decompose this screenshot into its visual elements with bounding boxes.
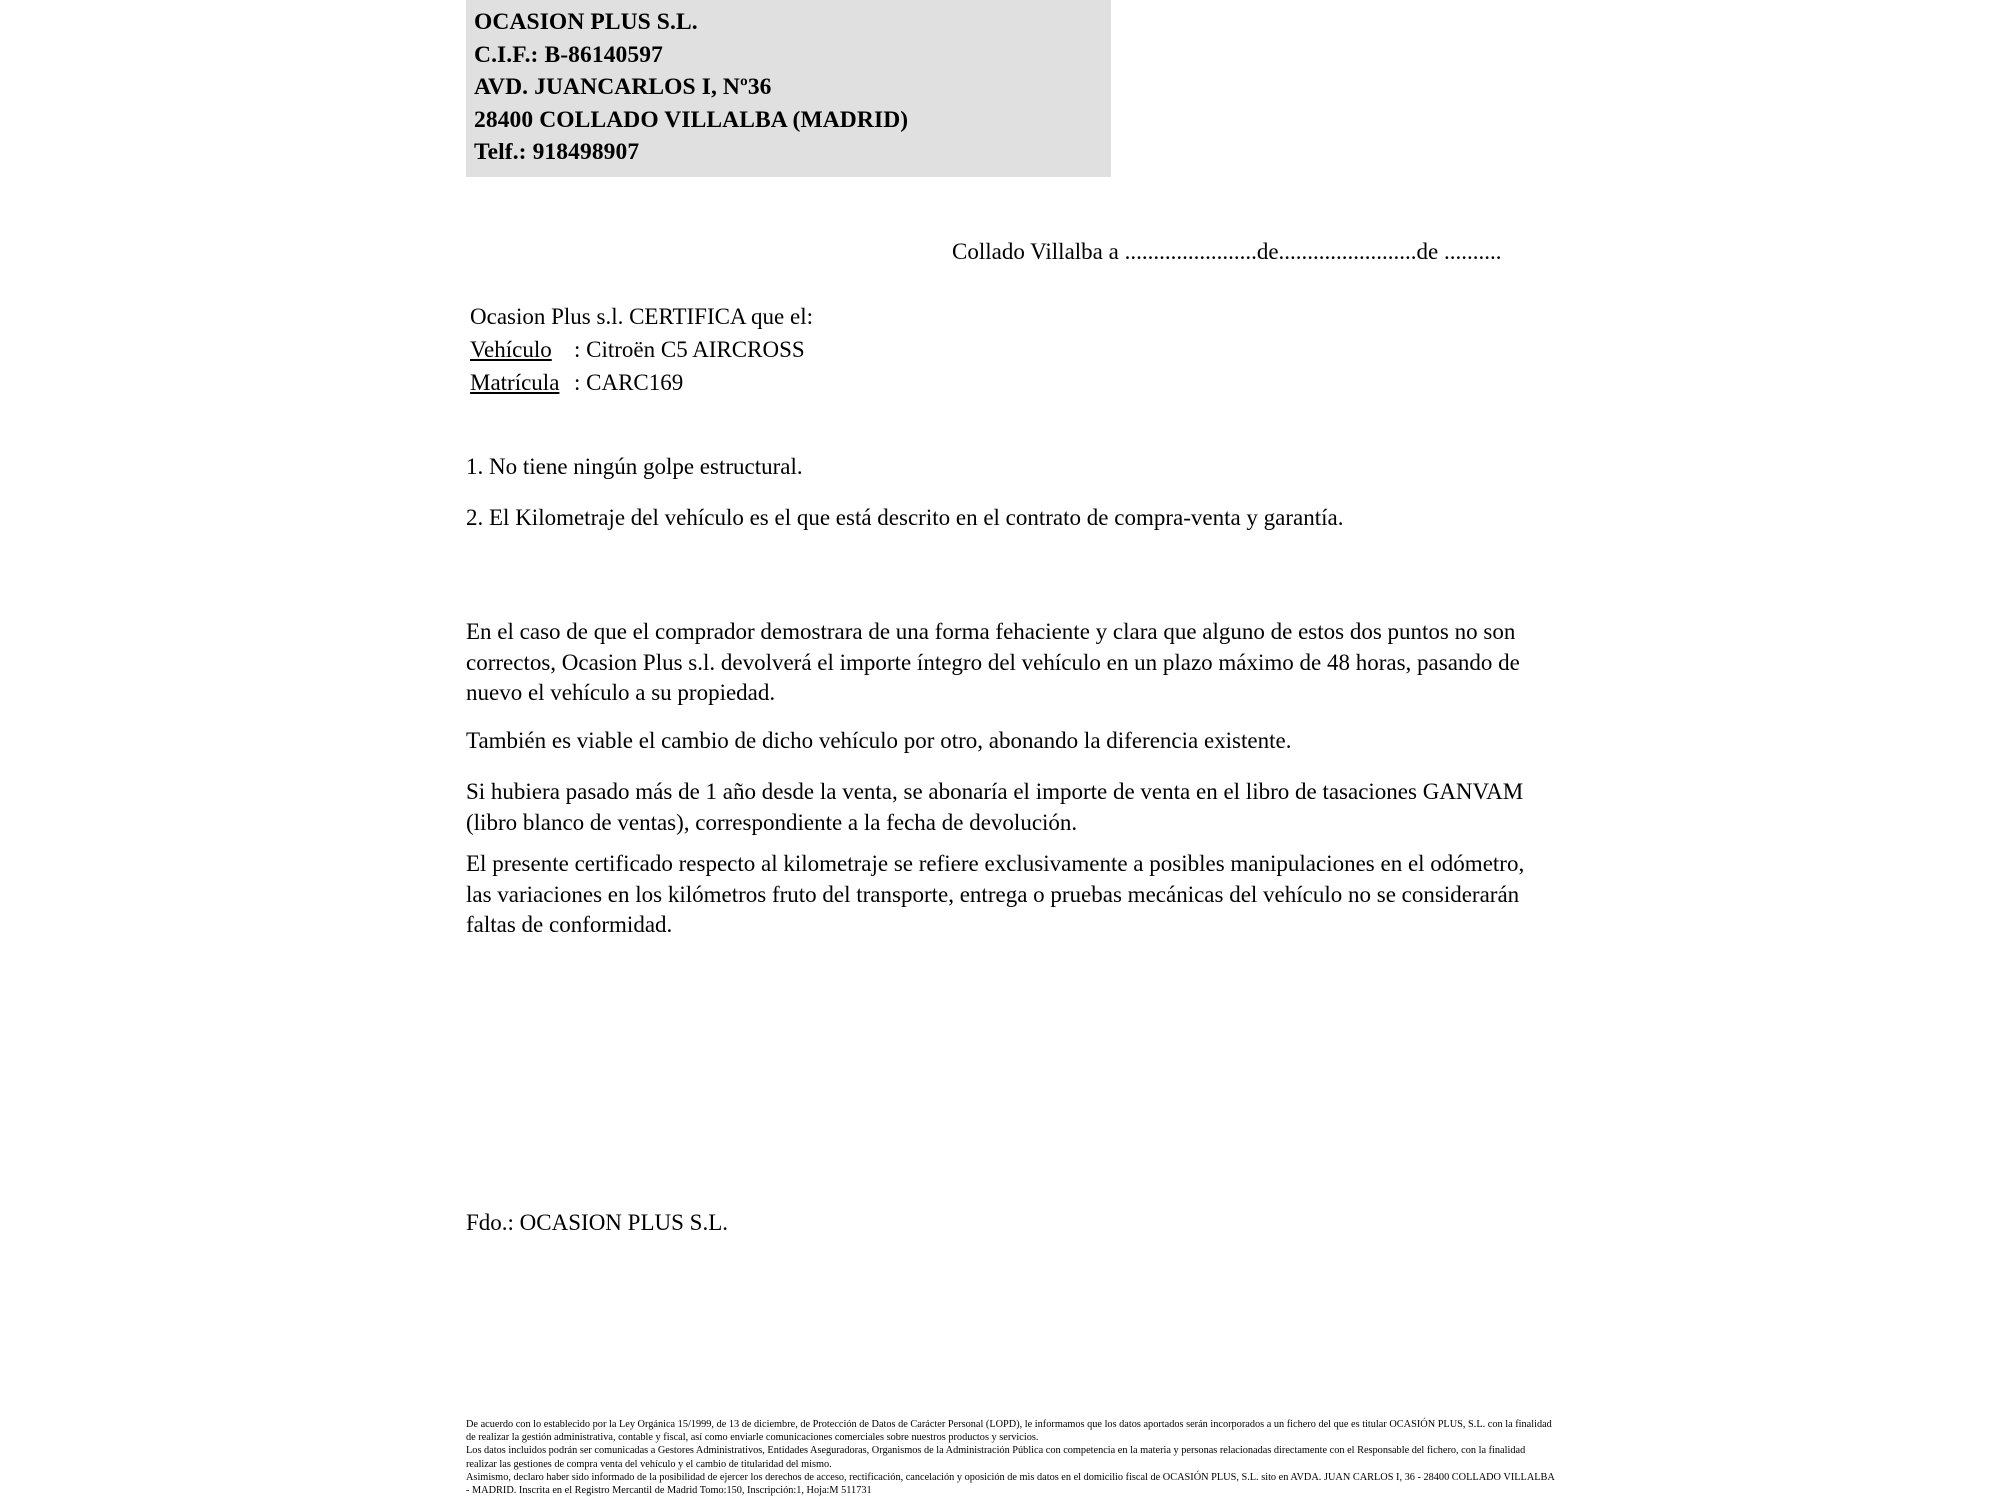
company-address-street: AVD. JUANCARLOS I, Nº36 — [474, 74, 772, 100]
company-phone: Telf.: 918498907 — [474, 139, 640, 165]
certificate-details — [470, 300, 813, 399]
company-cif: C.I.F.: B-86140597 — [474, 41, 663, 68]
vehicle-value: : Citroën C5 AIRCROSS — [574, 337, 805, 362]
legal-paragraph-1: De acuerdo con lo establecido por la Ley Orgánica 15/1999, de 13 de diciembre, de Protección de Datos de Carácter Personal (LOPD), le informamos que los datos aportados serán incorporados a un fichero del que es titular OCASIÓN PLUS, S.L. con la finalidad de realizar la gestión administrativa, contable y fiscal, así como enviarle comunicaciones comerciales sobre nuestros productos y servicios. — [466, 1419, 1552, 1444]
paragraph-exchange-option: También es viable el cambio de dicho vehículo por otro, abonando la diferencia existente. — [466, 728, 1292, 753]
legal-paragraph-2: Los datos incluidos podrán ser comunicadas a Gestores Administrativos, Entidades Aseguradoras, Organismos de la Administración Pública con competencia en la materia y personas relacionadas directamente con el Responsable del fichero, con la finalidad realizar las gestiones de compra venta del vehículo y el cambio de titularidad del mismo. — [466, 1445, 1526, 1470]
legal-paragraph-3: Asimismo, declaro haber sido informado de la posibilidad de ejercer los derechos de acceso, rectificación, cancelación y oposición de mis datos en el domicilio fiscal de OCASIÓN PLUS, S.L. sito en AVDA. JUAN CARLOS I, 36 - 28400 COLLADO VILLALBA - MADRID. Inscrita en el Registro Mercantil de Madrid Tomo:150, Inscripción:1, Hoja:M 511731 — [466, 1471, 1555, 1497]
plate-label: Matrícula — [470, 370, 560, 395]
vehicle-label: Vehículo — [470, 337, 552, 362]
certificate-intro: Ocasion Plus s.l. CERTIFICA que el: — [470, 304, 813, 329]
paragraph-refund-terms: En el caso de que el comprador demostrara de una forma fehaciente y clara que alguno de estos dos puntos no son correctos, Ocasion Plus s.l. devolverá el importe íntegro del vehículo en un plazo máximo de 48 horas, pasando de nuevo el vehículo a su propiedad. — [466, 619, 1520, 705]
plate-value: : CARC169 — [574, 370, 684, 395]
plate-row — [470, 366, 813, 399]
signature-line: Fdo.: OCASION PLUS S.L. — [466, 1210, 728, 1235]
company-address-city: 28400 COLLADO VILLALBA (MADRID) — [474, 106, 909, 133]
paragraph-after-one-year: Si hubiera pasado más de 1 año desde la venta, se abonaría el importe de venta en el libro de tasaciones GANVAM (libro blanco de ventas), correspondiente a la fecha de devolución. — [466, 779, 1524, 835]
date-place-line: Collado Villalba a .......................de........................de .......... — [952, 239, 1502, 264]
vehicle-row — [470, 333, 813, 366]
legal-footer — [466, 1418, 1556, 1497]
certified-point-1: 1. No tiene ningún golpe estructural. — [466, 454, 803, 479]
paragraph-odometer-scope: El presente certificado respecto al kilometraje se refiere exclusivamente a posibles manipulaciones en el odómetro, las variaciones en los kilómetros fruto del transporte, entrega o pruebas mecánicas del vehículo no se considerarán faltas de conformidad. — [466, 851, 1525, 937]
certified-point-2: 2. El Kilometraje del vehículo es el que está descrito en el contrato de compra-venta y garantía. — [466, 505, 1344, 530]
company-name: OCASION PLUS S.L. — [474, 9, 698, 35]
company-letterhead — [466, 0, 1111, 177]
